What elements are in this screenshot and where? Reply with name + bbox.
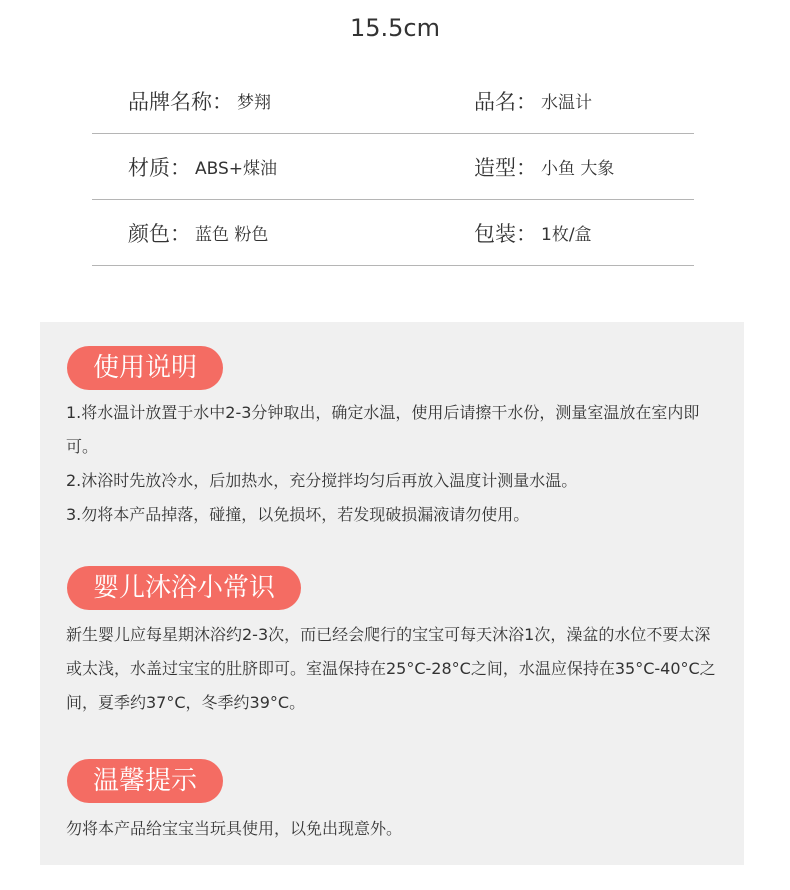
usage-item-2: 2.沐浴时先放冷水，后加热水，充分搅拌均匀后再放入温度计测量水温。	[66, 471, 578, 490]
spec-color-key: 颜色：	[128, 221, 191, 246]
spec-brand	[128, 68, 271, 133]
spec-material	[128, 134, 277, 199]
bath-tips-text	[66, 618, 726, 720]
spec-row	[92, 68, 694, 134]
spec-material-value: ABS+煤油	[195, 159, 278, 179]
bath-tips-paragraph: 新生婴儿应每星期沐浴约2-3次，而已经会爬行的宝宝可每天沐浴1次，澡盆的水位不要太深或太浅，水盖过宝宝的肚脐即可。室温保持在25°C-28°C之间，水温应保持在35°C-40°C之间，夏季约37°C，冬季约39°C。	[66, 625, 716, 712]
spec-color-value: 蓝色 粉色	[195, 225, 269, 245]
usage-item-1: 1.将水温计放置于水中2-3分钟取出，确定水温，使用后请擦干水份，测量室温放在室内即可。	[66, 403, 700, 456]
spec-name-value: 水温计	[541, 93, 592, 113]
spec-table	[92, 68, 694, 266]
spec-shape-value: 小鱼 大象	[541, 159, 615, 179]
spec-color	[128, 200, 268, 265]
warm-tips-paragraph: 勿将本产品给宝宝当玩具使用，以免出现意外。	[66, 819, 403, 838]
spec-shape	[474, 134, 614, 199]
size-label: 15.5cm	[349, 14, 440, 42]
spec-package	[474, 200, 592, 265]
spec-brand-value: 梦翔	[237, 93, 271, 113]
spec-brand-key: 品牌名称：	[128, 89, 233, 114]
info-panel	[40, 322, 744, 865]
usage-title-badge: 使用说明	[67, 346, 223, 390]
spec-row	[92, 134, 694, 200]
spec-shape-key: 造型：	[474, 155, 537, 180]
usage-instructions	[66, 396, 726, 532]
spec-material-key: 材质：	[128, 155, 191, 180]
bath-tips-title-badge: 婴儿沐浴小常识	[67, 566, 301, 610]
usage-item-3: 3.勿将本产品掉落，碰撞，以免损坏，若发现破损漏液请勿使用。	[66, 505, 530, 524]
spec-row	[92, 200, 694, 266]
spec-package-value: 1枚/盒	[541, 225, 592, 245]
spec-package-key: 包装：	[474, 221, 537, 246]
warm-tips-text	[66, 812, 726, 846]
warm-tips-title-badge: 温馨提示	[67, 759, 223, 803]
spec-name	[474, 68, 592, 133]
spec-name-key: 品名：	[474, 89, 537, 114]
